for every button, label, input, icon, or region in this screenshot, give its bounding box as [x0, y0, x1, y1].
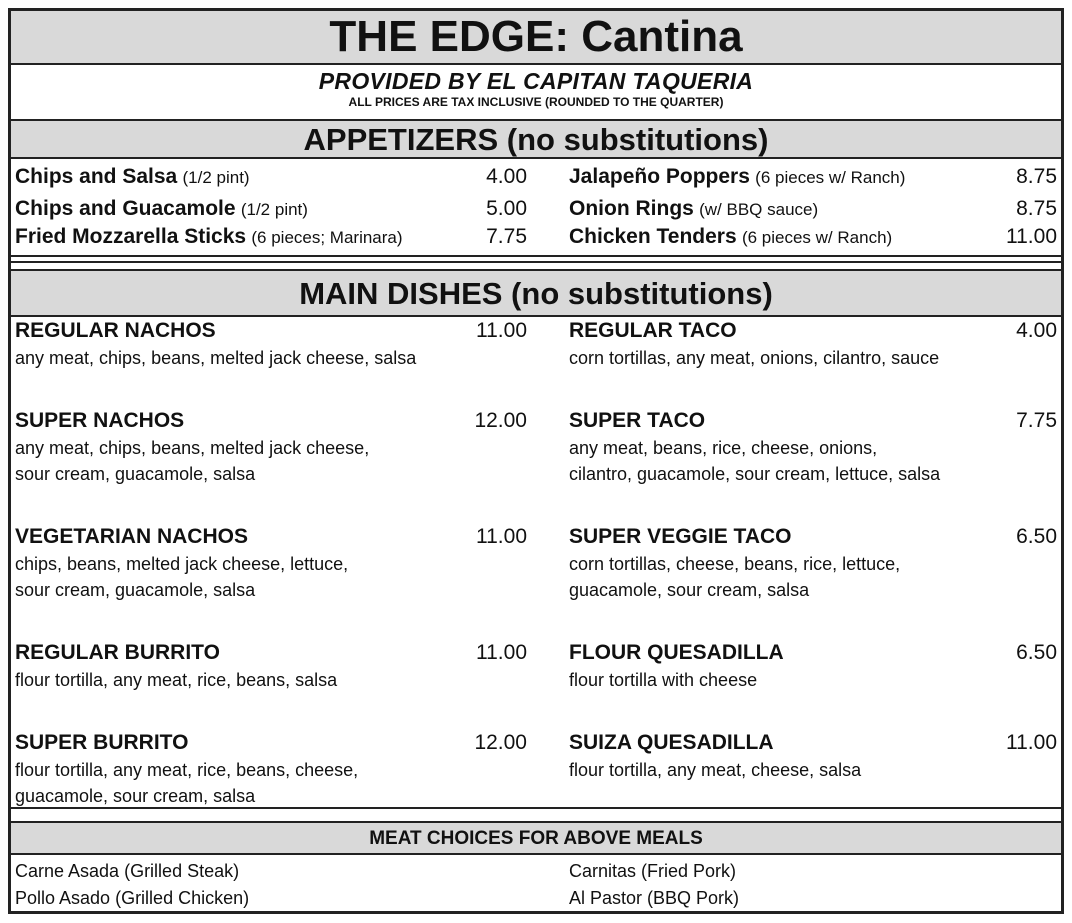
meat-choice: Carne Asada (Grilled Steak) [15, 861, 240, 881]
dish-price: 4.00 [1016, 319, 1057, 342]
dish-name: SUPER NACHOS [15, 409, 185, 432]
dish-description: flour tortilla, any meat, cheese, salsa [569, 760, 862, 780]
dish-description: any meat, chips, beans, melted jack cheese, sour cream, guacamole, salsa [15, 438, 370, 484]
dish-name: REGULAR BURRITO [15, 641, 220, 664]
dish-name: SUIZA QUESADILLA [569, 731, 774, 754]
dish-price: 6.50 [1016, 525, 1057, 548]
appetizer-item: Fried Mozzarella Sticks (6 pieces; Marinara) [15, 225, 403, 248]
dish-price: 7.75 [1016, 409, 1057, 432]
provider-name: PROVIDED BY EL CAPITAN TAQUERIA [318, 68, 754, 94]
meat-choice: Carnitas (Fried Pork) [569, 861, 737, 881]
dish-name: FLOUR QUESADILLA [569, 641, 784, 664]
appetizer-item: Onion Rings (w/ BBQ sauce) [569, 197, 819, 220]
divider [11, 261, 1061, 263]
appetizer-item: Chips and Salsa (1/2 pint) [15, 165, 250, 188]
appetizer-price: 8.75 [1016, 197, 1057, 220]
dish-description: chips, beans, melted jack cheese, lettuce, sour cream, guacamole, salsa [15, 554, 349, 600]
dish-name: SUPER TACO [569, 409, 706, 432]
appetizer-item: Chicken Tenders (6 pieces w/ Ranch) [569, 225, 893, 248]
menu-title: THE EDGE: Cantina [11, 11, 1061, 65]
divider [11, 807, 1061, 809]
dish-name: REGULAR NACHOS [15, 319, 216, 342]
dish-description: corn tortillas, cheese, beans, rice, lettuce, guacamole, sour cream, salsa [569, 554, 901, 600]
dish-description: any meat, beans, rice, cheese, onions, cilantro, guacamole, sour cream, lettuce, salsa [569, 438, 941, 484]
appetizer-price: 4.00 [486, 165, 527, 188]
dish-name: VEGETARIAN NACHOS [15, 525, 248, 548]
dish-price: 11.00 [476, 319, 527, 342]
appetizers-heading: APPETIZERS (no substitutions) [11, 119, 1061, 159]
meat-choice: Pollo Asado (Grilled Chicken) [15, 888, 250, 908]
meat-choices-heading: MEAT CHOICES FOR ABOVE MEALS [11, 821, 1061, 855]
appetizer-price: 8.75 [1016, 165, 1057, 188]
dish-name: SUPER VEGGIE TACO [569, 525, 792, 548]
appetizer-price: 7.75 [486, 225, 527, 248]
provider-banner [11, 67, 1061, 117]
dish-price: 11.00 [1006, 731, 1057, 754]
meat-choice: Al Pastor (BBQ Pork) [569, 888, 740, 908]
dish-price: 12.00 [474, 731, 527, 754]
appetizer-item: Chips and Guacamole (1/2 pint) [15, 197, 308, 220]
dish-description: corn tortillas, any meat, onions, cilantro, sauce [569, 348, 940, 368]
appetizer-price: 11.00 [1006, 225, 1057, 248]
dish-price: 11.00 [476, 525, 527, 548]
dish-name: REGULAR TACO [569, 319, 737, 342]
dish-name: SUPER BURRITO [15, 731, 189, 754]
dish-description: any meat, chips, beans, melted jack cheese, salsa [15, 348, 417, 368]
dish-description: flour tortilla, any meat, rice, beans, salsa [15, 670, 338, 690]
divider [11, 255, 1061, 257]
dish-price: 12.00 [474, 409, 527, 432]
appetizer-item: Jalapeño Poppers (6 pieces w/ Ranch) [569, 165, 906, 188]
main-dishes-heading: MAIN DISHES (no substitutions) [11, 269, 1061, 317]
appetizer-price: 5.00 [486, 197, 527, 220]
dish-description: flour tortilla, any meat, rice, beans, cheese, guacamole, sour cream, salsa [15, 760, 359, 806]
dish-price: 11.00 [476, 641, 527, 664]
dish-price: 6.50 [1016, 641, 1057, 664]
dish-description: flour tortilla with cheese [569, 670, 758, 690]
tax-note: ALL PRICES ARE TAX INCLUSIVE (ROUNDED TO THE QUARTER) [348, 95, 724, 109]
menu-board [8, 8, 1064, 914]
